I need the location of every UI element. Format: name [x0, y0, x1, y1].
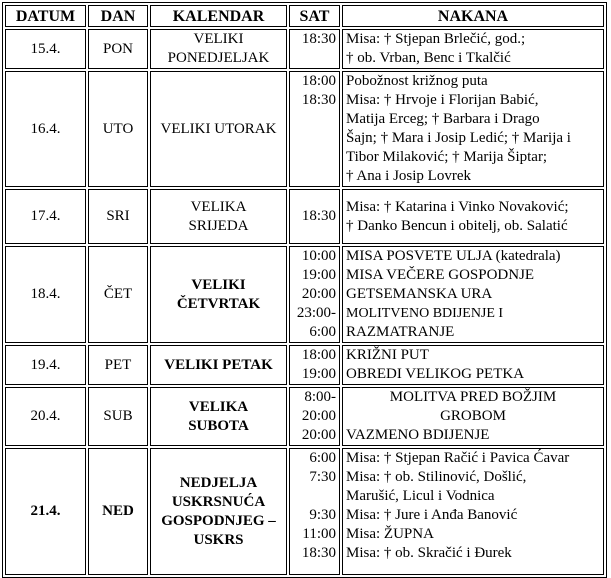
kalendar-line: VELIKI UTORAK [160, 120, 277, 137]
time: 23:00- [296, 305, 336, 321]
nakana-line: MISA POSVETE ULJA (katedrala) [346, 248, 561, 264]
time: 18:30 [301, 208, 336, 224]
sat-cell [289, 189, 340, 244]
nakana-line: OBREDI VELIKOG PETKA [346, 366, 525, 382]
datum-cell: 15.4. [5, 29, 86, 69]
time: 19:00 [301, 267, 336, 283]
nakana-line: GROBOM [440, 408, 506, 424]
nakana-line: † ob. Vrban, Benc i Tkalčić [346, 50, 511, 66]
nakana-cell [342, 448, 604, 575]
sat-cell [289, 29, 340, 69]
dan-cell: SUB [88, 387, 148, 446]
nakana-cell [342, 189, 604, 244]
kalendar-cell [150, 345, 287, 385]
kalendar-line: VELIKA [190, 198, 247, 215]
header-nakana: NAKANA [342, 5, 604, 27]
nakana-cell [342, 345, 604, 385]
sat-cell [289, 345, 340, 385]
kalendar-line: GOSPODNJEG – [161, 512, 276, 529]
time [293, 487, 336, 506]
kalendar-line: USKRS [193, 531, 244, 548]
datum-cell: 16.4. [5, 71, 86, 187]
kalendar-cell [150, 387, 287, 446]
kalendar-line: VELIKI [193, 31, 244, 47]
header-sat: SAT [289, 5, 340, 27]
datum-cell: 19.4. [5, 345, 86, 385]
sat-cell [289, 448, 340, 575]
kalendar-line: ČETVRTAK [176, 295, 261, 312]
kalendar-line: SRIJEDA [188, 217, 249, 234]
nakana-line: Pobožnost križnog puta [346, 73, 488, 89]
datum-cell: 20.4. [5, 387, 86, 446]
kalendar-line: VELIKI [191, 276, 246, 293]
nakana-cell [342, 387, 604, 446]
time: 20:00 [301, 427, 336, 443]
dan-cell: PON [88, 29, 148, 69]
nakana-line: MISA VEČERE GOSPODNJE [346, 267, 535, 283]
nakana-line: Misa: † Jure i Anđa Banović [346, 507, 518, 523]
kalendar-cell [150, 71, 287, 187]
time: 20:00 [301, 286, 336, 302]
nakana-line: VAZMENO BDIJENJE [346, 427, 490, 443]
kalendar-cell [150, 448, 287, 575]
time: 7:30 [309, 469, 336, 485]
time: 9:30 [309, 507, 336, 523]
kalendar-cell [150, 246, 287, 343]
nakana-line: RAZMATRANJE [346, 324, 455, 340]
nakana-line: Misa: † Stjepan Brlečić, god.; [346, 31, 526, 47]
kalendar-line: VELIKI PETAK [164, 356, 273, 373]
table-row [5, 189, 604, 244]
time: 11:00 [302, 526, 336, 542]
nakana-line: GETSEMANSKA URA [346, 286, 493, 302]
nakana-line: Misa: † ob. Stilinović, Došlić, [346, 469, 527, 485]
datum-cell: 18.4. [5, 246, 86, 343]
time: 18:30 [301, 545, 336, 561]
nakana-line: KRIŽNI PUT [346, 347, 429, 363]
table-row [5, 246, 604, 343]
table-row [5, 387, 604, 446]
time: 10:00 [301, 248, 336, 264]
header-kalendar: KALENDAR [150, 5, 287, 27]
nakana-line: Misa: † Stjepan Račić i Pavica Ćavar [346, 450, 570, 466]
datum-cell: 17.4. [5, 189, 86, 244]
nakana-line: Tibor Milaković; † Marija Šiptar; [346, 149, 548, 165]
table-row [5, 71, 604, 187]
time: 6:00 [309, 450, 336, 466]
kalendar-line: NEDJELJA [179, 474, 258, 491]
nakana-line: † Danko Bencun i obitelj, ob. Salatić [346, 217, 568, 234]
time: 8:00- [304, 389, 336, 405]
nakana-line: Matija Erceg; † Barbara i Drago [346, 111, 540, 127]
nakana-line: Misa: ŽUPNA [346, 526, 434, 542]
nakana-line: Šajn; † Mara i Josip Ledić; † Marija i [346, 130, 571, 146]
dan-cell: UTO [88, 71, 148, 187]
table-row [5, 29, 604, 69]
time: 18:00 [301, 73, 336, 89]
nakana-line: † Ana i Josip Lovrek [346, 168, 471, 184]
header-row [5, 5, 604, 27]
nakana-line: MOLITVA PRED BOŽJIM [389, 389, 557, 405]
time: 18:30 [301, 31, 336, 47]
table-row [5, 345, 604, 385]
datum-cell: 21.4. [5, 448, 86, 575]
sat-cell [289, 387, 340, 446]
dan-cell: PET [88, 345, 148, 385]
nakana-cell [342, 29, 604, 69]
header-dan: DAN [88, 5, 148, 27]
kalendar-line: PONEDJELJAK [167, 50, 270, 66]
nakana-cell [342, 71, 604, 187]
time: 19:00 [301, 366, 336, 382]
nakana-line: Misa: † Hrvoje i Florijan Babić, [346, 92, 539, 108]
sat-cell [289, 71, 340, 187]
sat-cell [289, 246, 340, 343]
kalendar-line: VELIKA [188, 398, 249, 415]
nakana-line: Marušić, Licul i Vodnica [346, 488, 495, 504]
time: 18:30 [301, 92, 336, 108]
dan-cell: SRI [88, 189, 148, 244]
kalendar-line: SUBOTA [188, 417, 249, 434]
dan-cell: ČET [88, 246, 148, 343]
time: 18:00 [301, 347, 336, 363]
dan-cell: NED [88, 448, 148, 575]
time: 6:00 [309, 324, 336, 340]
time: 20:00 [301, 408, 336, 424]
header-datum: DATUM [5, 5, 86, 27]
nakana-line: Misa: † Katarina i Vinko Novaković; [346, 198, 569, 215]
kalendar-cell [150, 189, 287, 244]
kalendar-line: USKRSNUĆA [171, 493, 266, 510]
nakana-cell [342, 246, 604, 343]
kalendar-cell [150, 29, 287, 69]
mass-schedule-table [2, 2, 607, 578]
table-row [5, 448, 604, 575]
nakana-line: MOLITVENO BDIJENJE I [346, 306, 504, 321]
nakana-line: Misa: † ob. Skračić i Đurek [346, 545, 512, 561]
